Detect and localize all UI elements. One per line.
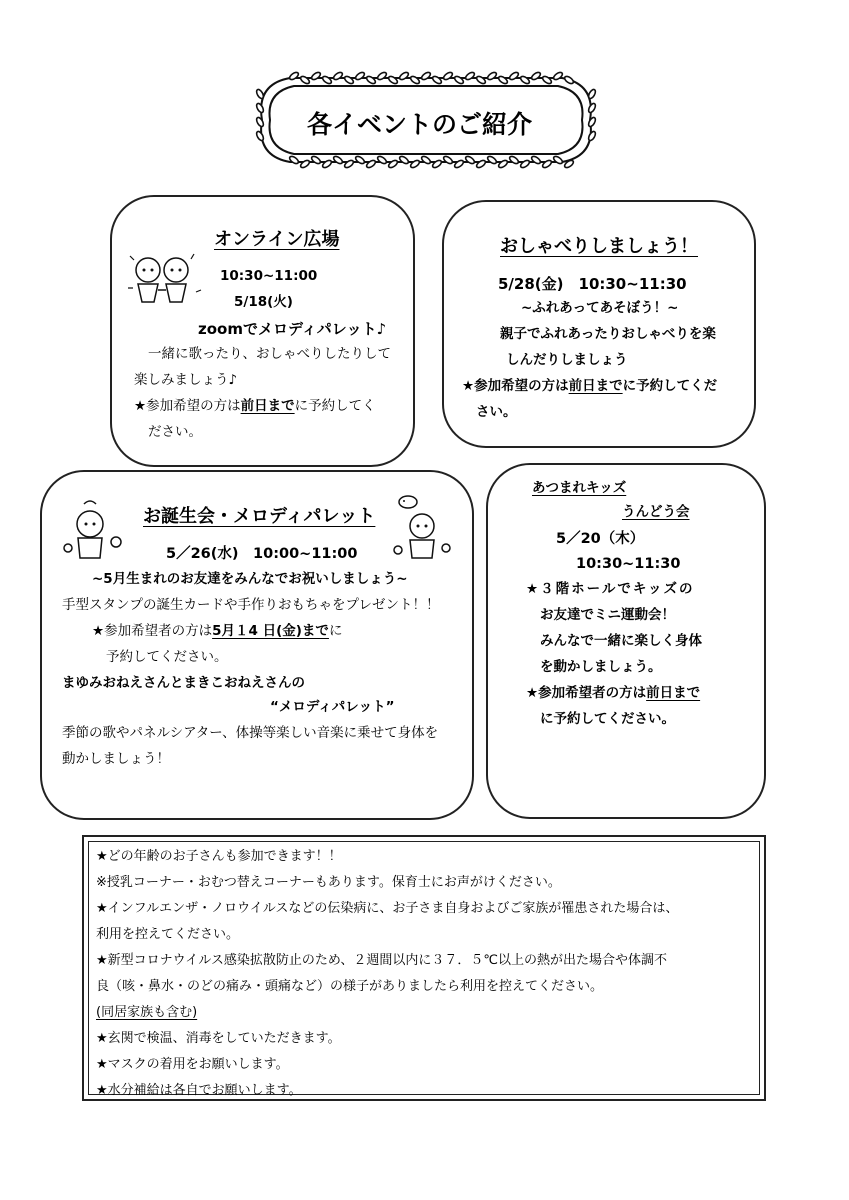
chat-reservation-2: さい。 [476, 404, 517, 420]
online-reservation-2: ださい。 [148, 424, 202, 440]
leaf-ornament [398, 155, 409, 165]
kids-desc-2: お友達でミニ運動会！ [540, 607, 675, 623]
birthday-reservation-2: 予約してください。 [106, 649, 228, 665]
notice-line-7: (同居家族も含む) [96, 1005, 198, 1020]
leaf-ornament [299, 159, 310, 169]
leaf-ornament [343, 75, 354, 85]
online-desc-2: 楽しみましょう♪ [134, 372, 238, 388]
leaf-ornament [398, 71, 409, 81]
chat-reservation: ★参加希望の方は前日までに予約してくだ [462, 378, 718, 394]
notice-line-6: 良（咳・鼻水・のどの痛み・頭痛など）の様子がありましたら利用を控えてください。 [96, 979, 604, 994]
kids-reservation-2: に予約してください。 [540, 711, 675, 727]
leaf-ornament [453, 159, 464, 169]
leaf-ornament [475, 159, 486, 169]
leaf-ornament [464, 155, 475, 165]
leaf-ornament [376, 71, 387, 81]
leaf-ornament [497, 159, 508, 169]
child-with-flowers-illustration [60, 498, 130, 564]
online-reservation: ★参加希望の方は前日までに予約してく [134, 398, 376, 414]
notice-line-3: ★インフルエンザ・ノロウイルスなどの伝染病に、お子さま自身およびご家族が罹患された場合は、 [96, 901, 679, 916]
leaf-ornament [587, 116, 597, 127]
online-date: 5/18(火) [234, 294, 293, 310]
notice-line-4: 利用を控えてください。 [96, 927, 240, 942]
chat-desc-2: しんだりしましょう [506, 352, 628, 368]
kids-heading-2: うんどう会 [622, 504, 690, 520]
online-tool: zoomでメロディパレット♪ [198, 320, 387, 338]
kids-desc-1: ★３階ホールでキッズの [526, 581, 695, 597]
birthday-gift: 手型スタンプの誕生カードや手作りおもちゃをプレゼント！！ [62, 597, 440, 613]
leaf-ornament [299, 75, 310, 85]
leaf-ornament [486, 71, 497, 81]
leaf-ornament [486, 155, 497, 165]
leaf-ornament [563, 75, 574, 85]
kids-desc-4: を動かしましょう。 [540, 659, 662, 675]
leaf-ornament [354, 155, 365, 165]
leaf-ornament [332, 155, 343, 165]
chat-desc-1: 親子でふれあったりおしゃべりを楽 [500, 326, 716, 342]
kids-date: 5／20（木） [556, 531, 645, 547]
notice-line-1: ★どの年齢のお子さんも参加できます！！ [96, 849, 342, 864]
notice-line-2: ※授乳コーナー・おむつ替えコーナーもあります。保育士にお声がけください。 [96, 875, 561, 890]
leaf-ornament [321, 75, 332, 85]
leaf-ornament [508, 155, 519, 165]
birthday-date-time: 5／26(水) 10:00~11:00 [166, 546, 358, 562]
leaf-ornament [552, 155, 563, 165]
leaf-ornament [464, 71, 475, 81]
leaf-ornament [519, 159, 530, 169]
leaf-ornament [310, 155, 321, 165]
leaf-ornament [288, 155, 299, 165]
child-with-bird-illustration [384, 492, 456, 564]
page-title: 各イベントのご紹介 [307, 110, 533, 139]
leaf-ornament [431, 75, 442, 85]
birthday-sub: ~5月生まれのお友達をみんなでお祝いしましょう~ [92, 571, 408, 587]
leaf-ornament [475, 75, 486, 85]
leaf-ornament [420, 71, 431, 81]
leaf-ornament [442, 71, 453, 81]
notice-line-10: ★水分補給は各自でお願いします。 [96, 1083, 302, 1098]
leaf-ornament [321, 159, 332, 169]
notice-line-9: ★マスクの着用をお願いします。 [96, 1057, 289, 1072]
leaf-ornament [376, 155, 387, 165]
birthday-desc-2: 動かしましょう！ [62, 751, 170, 767]
birthday-heading: お誕生会・メロディパレット [143, 506, 376, 527]
birthday-reservation: ★参加希望者の方は5月１4 日(金)までに [92, 623, 343, 639]
leaf-ornament [343, 159, 354, 169]
kids-time: 10:30~11:30 [576, 556, 681, 572]
leaf-ornament [354, 71, 365, 81]
leaf-ornament [332, 71, 343, 81]
leaf-ornament [530, 155, 541, 165]
leaf-ornament [255, 102, 265, 113]
leaf-ornament [508, 71, 519, 81]
leaf-ornament [587, 102, 597, 113]
leaf-ornament [420, 155, 431, 165]
online-desc-1: 一緒に歌ったり、おしゃべりしたりして [148, 346, 391, 362]
chat-date-time: 5/28(金) 10:30~11:30 [498, 275, 687, 293]
kids-desc-3: みんなで一緒に楽しく身体 [540, 633, 702, 649]
leaf-ornament [587, 130, 597, 141]
leaf-ornament [453, 75, 464, 85]
online-time: 10:30~11:00 [220, 268, 318, 284]
leaf-ornament [288, 71, 299, 81]
leaf-ornament [587, 88, 597, 99]
leaf-ornament [552, 71, 563, 81]
chat-heading: おしゃべりしましょう！ [500, 236, 698, 257]
leaf-ornament [519, 75, 530, 85]
leaf-ornament [310, 71, 321, 81]
leaf-ornament [530, 71, 541, 81]
leaf-ornament [255, 88, 265, 99]
birthday-performer-2: “メロディパレット” [270, 699, 395, 715]
birthday-performer: まゆみおねえさんとまきこおねえさんの [62, 675, 305, 691]
children-illustration [124, 248, 204, 312]
leaf-ornament [409, 159, 420, 169]
chat-sub: ~ふれあってあそぼう！~ [521, 300, 679, 316]
leaf-ornament [409, 75, 420, 85]
leaf-ornament [365, 159, 376, 169]
leaf-ornament [387, 159, 398, 169]
leaf-ornament [255, 116, 265, 127]
leaf-ornament [431, 159, 442, 169]
notice-line-5: ★新型コロナウイルス感染拡散防止のため、２週間以内に３７．５℃以上の熱が出た場合や体調不 [96, 953, 667, 968]
leaf-ornament [255, 130, 265, 141]
leaf-ornament [541, 159, 552, 169]
leaf-ornament [387, 75, 398, 85]
kids-heading-1: あつまれキッズ [532, 480, 627, 496]
leaf-ornament [541, 75, 552, 85]
notice-line-8: ★玄関で検温、消毒をしていただきます。 [96, 1031, 341, 1046]
kids-reservation: ★参加希望者の方は前日まで [526, 685, 701, 701]
online-heading: オンライン広場 [214, 229, 340, 250]
leaf-ornament [497, 75, 508, 85]
leaf-ornament [442, 155, 453, 165]
leaf-ornament [365, 75, 376, 85]
birthday-desc-1: 季節の歌やパネルシアター、体操等楽しい音楽に乗せて身体を [62, 725, 439, 741]
